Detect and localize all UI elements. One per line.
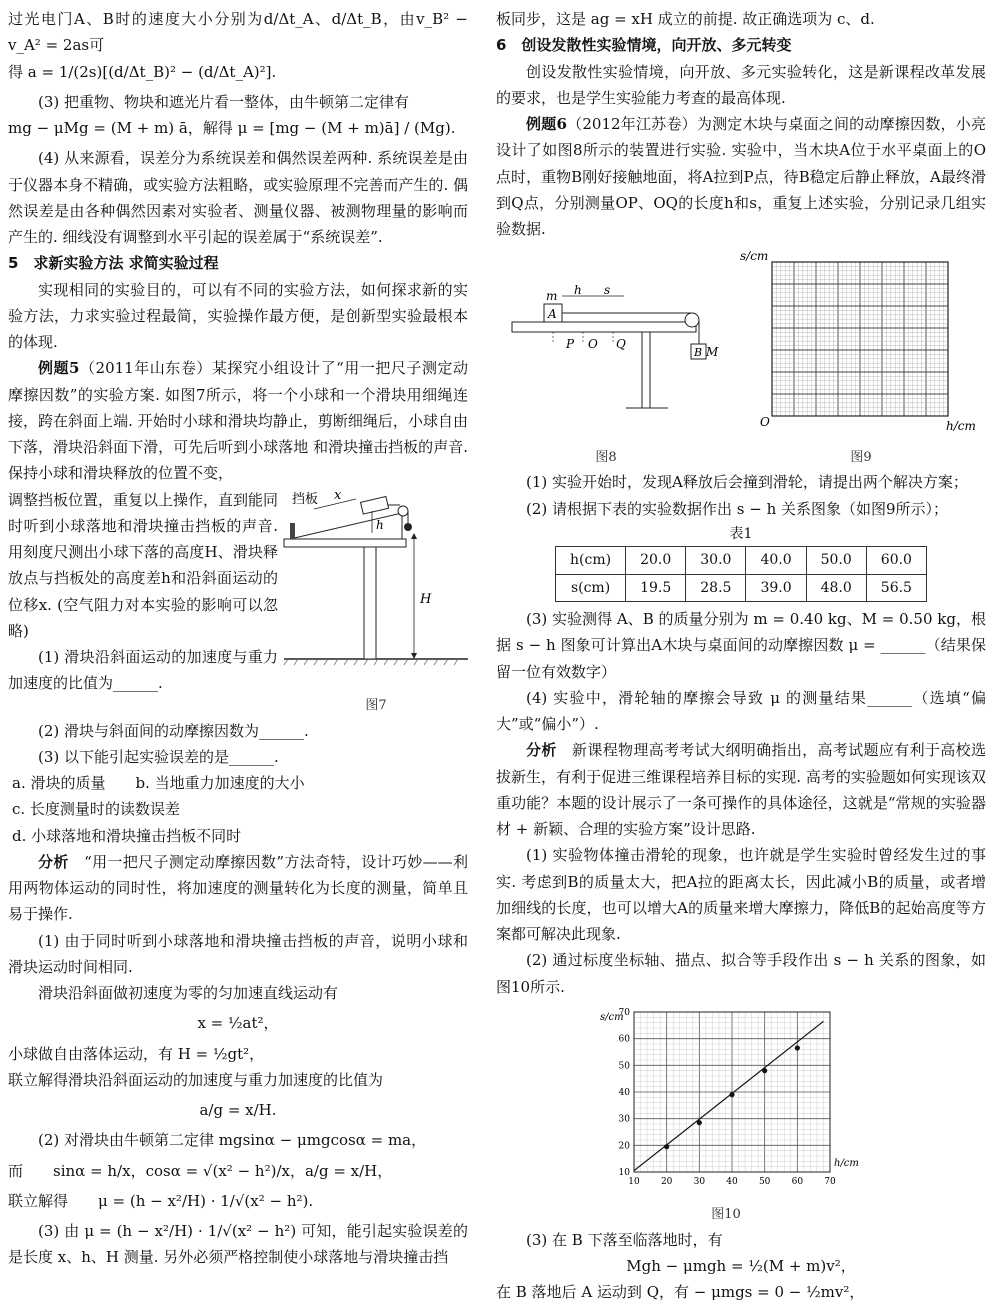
table-row	[556, 574, 927, 601]
fit-line	[634, 1021, 823, 1170]
table-cell: 39.0	[746, 574, 806, 601]
x-tick-label: 20	[660, 1176, 673, 1187]
example-text: （2011年山东卷）某探究小组设计了“用一把尺子测定动摩擦因数”的实验方案. 如图7所示，将一个小球和一个滑块用细绳连接，跨在斜面上端. 开始时小球和滑块均静止，剪断细绳后，小球自由下落，滑块沿斜面下滑，可先后听到小球落地 和滑块撞击挡板的声音. 保持小球和滑块释放的位置不变，	[8, 359, 468, 483]
analysis-label: 分析	[38, 852, 69, 871]
option-a: a. 滑块的质量	[12, 774, 106, 792]
x-tick-label: 60	[791, 1176, 804, 1187]
x-label: x	[334, 487, 342, 503]
analysis-text: 新课程物理高考考试大纲明确指出，高考试题应有利于高校选拔新生，有利于促进三维课程培养目标的实现. 高考的实验题如何实现该双重功能？本题的设计展示了一条可操作的具体途径，这就是“常规的实验器材 + 新颖、合理的实验方案”设计思路.	[496, 741, 986, 839]
x-tick-label: 50	[758, 1176, 771, 1187]
figure-8	[496, 248, 719, 469]
equation: x = ½at²，	[197, 1014, 279, 1033]
equation: 而 sinα = h/x，cosα = √(x² − h²)/x，a/g = x/H，	[8, 1161, 393, 1180]
B-label: B	[694, 346, 703, 360]
analysis	[496, 737, 986, 842]
figure-8-caption: 图8	[595, 449, 617, 465]
question-1: (1) 实验开始时，发现A释放后会撞到滑轮，请提出两个解决方案；	[526, 473, 968, 492]
y-tick-label: 40	[618, 1087, 630, 1098]
table-cell: 56.5	[866, 574, 926, 601]
question-2: (2) 请根据下表的实验数据作出 s − h 关系图象（如图9所示）；	[526, 499, 949, 518]
paragraph: 小球做自由落体运动，有 H = ½gt²，	[8, 1044, 265, 1063]
y-tick-label: 70	[618, 1007, 630, 1018]
H-label: H	[420, 591, 432, 607]
paragraph: 滑块沿斜面做初速度为零的匀加速直线运动有	[38, 984, 339, 1002]
answer-3: (3) 由 μ = (h − x²/H) · 1/√(x² − h²) 可知，能引起实验误差的是长度 x、h、H 测量. 另外必须严格控制使小球落地与滑块撞击挡	[8, 1222, 468, 1267]
table-row	[556, 547, 927, 574]
y-tick-label: 50	[618, 1061, 630, 1072]
y-tick-label: 10	[618, 1167, 630, 1178]
table-cell: 48.0	[806, 574, 866, 601]
figure-7	[284, 487, 468, 718]
data-point	[762, 1068, 767, 1073]
table-cell: 28.5	[686, 574, 746, 601]
y-tick-label: 30	[618, 1114, 630, 1125]
answer-1: (1) 由于同时听到小球落地和滑块撞击挡板的声音，说明小球和滑块运动时间相同.	[8, 931, 468, 976]
h-label: h	[376, 517, 384, 532]
option-b: b. 当地重力加速度的大小	[135, 774, 305, 792]
baffle-label: 挡板	[292, 491, 319, 507]
x-tick-label: 10	[628, 1176, 640, 1187]
question-1: (1) 滑块沿斜面运动的加速度与重力加速度的比值为______.	[8, 648, 278, 693]
paragraph: 实现相同的实验目的，可以有不同的实验方法，如何探求新的实验方法，力求实验过程最简，实验操作最方便，是创新型实验最根本的体现.	[8, 280, 468, 351]
section-heading-5: 5 求新实验方法 求简实验过程	[8, 254, 219, 273]
data-point	[664, 1144, 669, 1149]
answer-2: (2) 对滑块由牛顿第二定律 mgsinα − μmgcosα = ma，	[38, 1131, 427, 1150]
figures-8-9	[496, 248, 986, 469]
equation: a/g = x/H.	[199, 1101, 277, 1119]
right-column	[496, 6, 986, 1306]
P-label: P	[566, 337, 575, 352]
O-label: O	[588, 337, 598, 352]
x-tick-label: 70	[824, 1176, 836, 1187]
analysis-label: 分析	[526, 741, 557, 760]
paragraph: (4) 从来源看，误差分为系统误差和偶然误差两种. 系统误差是由于仪器本身不精确，或实验方法粗略，或实验原理不完善而产生的. 偶然误差是由各种偶然因素对实验者、测量仪器、被测物理量的影响而产生的. 细线没有调整到水平引起的误差属于“系统误差”.	[8, 149, 468, 246]
fig9-ylabel: s/cm	[740, 249, 769, 264]
table-cell: 30.0	[686, 547, 746, 574]
question-3: (3) 以下能引起实验误差的是______.	[38, 747, 279, 766]
figure-9-caption: 图9	[850, 449, 872, 465]
example-5	[8, 355, 468, 486]
answer-3: (3) 在 B 下落至临落地时，有	[526, 1230, 723, 1249]
h-label: h	[574, 283, 582, 298]
data-table	[555, 546, 927, 602]
s-label: s	[604, 283, 611, 298]
table-title: 表1	[729, 525, 753, 542]
figure-10-chart	[596, 1002, 859, 1200]
paragraph: 创设发散性实验情境，向开放、多元实验转化，这是新课程改革发展的要求，也是学生实验能力考查的最高体现.	[496, 62, 986, 107]
paragraph: (3) 把重物、物块和遮光片看一整体，由牛顿第二定律有	[38, 92, 410, 111]
table-cell: 20.0	[626, 547, 686, 574]
example-label: 例题5	[38, 359, 80, 378]
figure-7-caption: 图7	[365, 697, 387, 713]
equation: mg − μMg = (M + m) ā，解得 μ = [mg − (M + m)ā] / (Mg).	[8, 119, 456, 137]
y-tick-label: 60	[618, 1034, 630, 1045]
paragraph: 得 a = 1/(2s)[(d/Δt_B)² − (d/Δt_A)²].	[8, 62, 277, 81]
M-label: M	[706, 345, 719, 360]
question-4: (4) 实验中，滑轮轴的摩擦会导致 μ 的测量结果______（选填“偏大”或“偏小”）.	[496, 688, 986, 734]
fig9-xlabel: h/cm	[946, 419, 976, 434]
table-cell: 40.0	[746, 547, 806, 574]
y-axis-label: s/cm	[600, 1011, 624, 1023]
figure-10-caption: 图10	[711, 1207, 741, 1223]
section-heading-6: 6 创设发散性实验情境，向开放、多元转变	[496, 36, 792, 55]
data-point	[729, 1092, 734, 1097]
x-axis-label: h/cm	[834, 1157, 859, 1169]
figure-9	[736, 248, 986, 469]
analysis	[8, 849, 468, 928]
answer-2: (2) 通过标度坐标轴、描点、拟合等手段作出 s − h 关系的图象，如图10所示.	[496, 951, 986, 996]
question-3: (3) 实验测得 A、B 的质量分别为 m = 0.40 kg、M = 0.50 kg，根据 s − h 图象可计算出A木块与桌面间的动摩擦因数 μ = ______（结果保留一位有效数字）	[496, 610, 986, 681]
table-cell: 60.0	[866, 547, 926, 574]
option-d: d. 小球落地和滑块撞击挡板不同时	[12, 826, 242, 845]
paragraph: 过光电门A、B时的速度大小分别为d/Δt_A、d/Δt_B，由v_B² − v_A² = 2as可	[8, 10, 468, 55]
data-point	[697, 1120, 702, 1125]
x-tick-label: 40	[726, 1176, 738, 1187]
paragraph: 联立解得滑块沿斜面运动的加速度与重力加速度的比值为	[8, 1070, 384, 1089]
m-label: m	[546, 289, 558, 304]
equation: Mgh − μmgh = ½(M + m)v²，	[626, 1257, 856, 1276]
answer-1: (1) 实验物体撞击滑轮的现象，也许就是学生实验时曾经发生过的事实. 考虑到B的质量太大，把A拉的距离太长，因此减小B的质量，或者增加细线的长度，也可以增大A的质量来增大摩擦力，降低B的起始高度等方案都可解决此现象.	[496, 846, 986, 944]
y-tick-label: 20	[618, 1141, 630, 1152]
table-cell: 50.0	[806, 547, 866, 574]
fig9-origin: O	[760, 415, 770, 430]
figure-8-diagram	[496, 248, 719, 438]
option-c: c. 长度测量时的读数误差	[12, 800, 180, 819]
example-6	[496, 111, 986, 242]
paragraph: 板同步，这是 ag = xH 成立的前提. 故正确选项为 c、d.	[496, 10, 875, 28]
figure-7-diagram	[284, 487, 468, 697]
paragraph: 调整挡板位置，重复以上操作，直到能同时听到小球落地和滑块撞击挡板的声音. 用刻度尺测出小球下落的高度H、滑块释放点与挡板处的高度差h和沿斜面运动的位移x. (空气阻力对本实验的影响可以忽略)	[8, 490, 279, 640]
example-label: 例题6	[526, 115, 567, 133]
analysis-text: “用一把尺子测定动摩擦因数”方法奇特，设计巧妙——利用两物体运动的同时性，将加速度的测量转化为长度的测量，简单且易于操作.	[8, 852, 468, 924]
A-label: A	[548, 307, 557, 322]
question-2: (2) 滑块与斜面间的动摩擦因数为______.	[38, 721, 309, 740]
x-tick-label: 30	[693, 1176, 706, 1187]
left-column	[8, 6, 468, 1271]
figure-10	[596, 1002, 859, 1227]
equation: 联立解得 μ = (h − x²/H) · 1/√(x² − h²).	[8, 1191, 314, 1210]
paragraph: 在 B 落地后 A 运动到 Q，有 − μmgs = 0 − ½mv²，	[496, 1283, 865, 1302]
row-header-cell: s(cm)	[556, 574, 626, 601]
table-cell: 19.5	[626, 574, 686, 601]
figure-9-grid	[736, 248, 986, 438]
row-header-cell: h(cm)	[556, 547, 626, 574]
Q-label: Q	[616, 337, 626, 352]
example-text: （2012年江苏卷）为测定木块与桌面之间的动摩擦因数，小亮设计了如图8所示的装置进行实验. 实验中，当木块A位于水平桌面上的O点时，重物B刚好接触地面，将A拉到P点，待B稳定后静止释放，A最终滑到Q点，分别测量OP、OQ的长度h和s，重复上述实验，分别记录几组实验数据.	[496, 115, 987, 238]
data-point	[795, 1045, 800, 1050]
